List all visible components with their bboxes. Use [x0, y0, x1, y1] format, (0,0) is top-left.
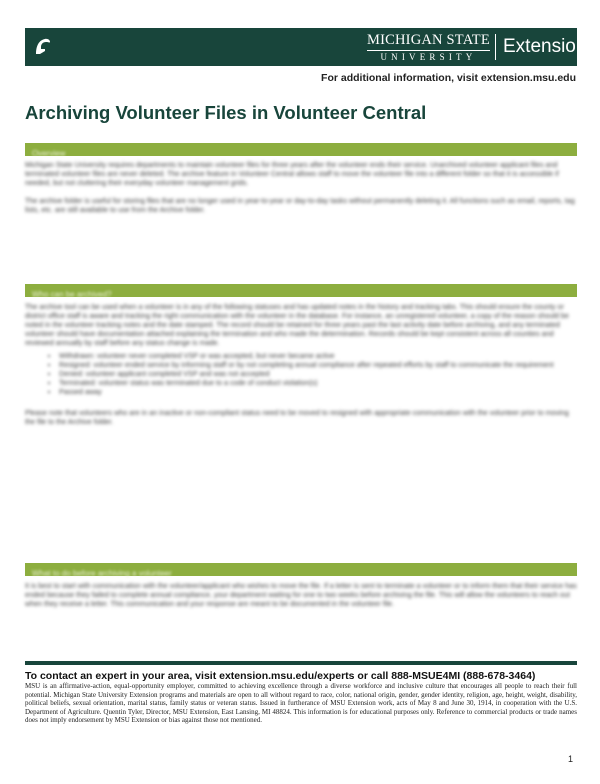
disclaimer: MSU is an affirmative-action, equal-opportunity employer, committed to achieving excellence through a diverse workforce and inclusive culture that encourages all people to reach their full potential. Michigan State University Extension programs and materials are open to all without regard to race, color, national origin, gender, gender identity, religion, age, height, weight, disability, political beliefs, sexual orientation, marital status, family status or veteran status. Issued in furtherance of MSU Extension work, acts of May 8 and June 30, 1914, in cooperation with the U.S. Department of Agriculture. Quentin Tyler, Director, MSU Extension, East Lansing, MI 48824. This information is for educational purposes only. Reference to commercial products or trade names does not imply endorsement by MSU Extension or bias against those not mentioned.	[25, 682, 577, 725]
section-heading: Who can be archived?	[32, 290, 112, 299]
section-heading: What to do before archiving a volunteer	[32, 569, 172, 578]
paragraph: It is best to start with communication with the volunteer/applicant who wishes to move the file. If a letter is sent to terminate a volunteer or to inform them that their service has ended because they failed to complete annual compliance, your department waiting for one to two weeks before archiving the file. This will allow the volunteers to reach out when they receive a letter. This communication and your response are meant to be documented in the volunteer file.	[25, 581, 577, 608]
list-item: • Passed away	[59, 387, 577, 396]
list-item: • Denied: volunteer applicant completed VSP and was not accepted	[59, 369, 577, 378]
section-body	[25, 581, 577, 608]
header-divider	[495, 34, 496, 60]
section-heading-bar	[25, 563, 577, 576]
page-number: 1	[567, 754, 573, 764]
paragraph: The archive tool can be used when a volunteer is in any of the following statuses and has updated notes in the history and tracking tabs. This should ensure the county or district office staff is aware and tracking the right communication with the volunteer in the database. For instance, an unregistered volunteer, a copy of the reason should be noted in the volunteer tracking notes and the date stamped. The record should be retained for three years past the last activity date before archiving, and any terminated volunteer should have documentation attached explaining the termination and who made the determination. Records should be kept consistent across all counties and reviewed annually by staff before any status change is made.	[25, 302, 569, 347]
paragraph: Michigan State University requires departments to maintain volunteer files for three years after the volunteer ends their service. Unarchived volunteer applicant files and terminated volunteer files are never deleted. The archive feature in Volunteer Central allows staff to move the volunteer file into a different folder so that it is accessible if needed, but not cluttering their everyday volunteer management grids.	[25, 160, 559, 187]
status-list	[25, 351, 577, 396]
msu-wordmark-line1: MICHIGAN STATE	[367, 32, 490, 48]
extension-label: Extension	[503, 36, 587, 57]
list-item: • Terminated: volunteer status was terminated due to a code of conduct violation(s)	[59, 378, 577, 387]
list-item: • Withdrawn: volunteer never completed VSP or was accepted, but never became active	[59, 351, 577, 360]
paragraph: Please note that volunteers who are in an inactive or non-compliant status need to be moved to resigned with appropriate communication with the volunteer prior to moving the file to the Archive folder.	[25, 408, 569, 426]
paragraph: The archive folder is useful for storing files that are no longer used in year-to-year or day-to-day tasks without permanently deleting it. All functions such as email, reports, tag lists, etc. are still available to use from the Archive folder.	[25, 196, 575, 214]
section-heading: Overview	[32, 149, 66, 158]
contact-line: To contact an expert in your area, visit extension.msu.edu/experts or call 888-MSUE4MI (888-678-3464)	[25, 661, 577, 682]
section-heading-bar	[25, 284, 577, 297]
section-body	[25, 302, 577, 426]
msu-wordmark-line2: UNIVERSITY	[367, 50, 490, 62]
msu-extension-header	[25, 28, 587, 66]
spartan-helmet-icon	[31, 35, 55, 59]
section-heading-bar	[25, 143, 577, 156]
additional-info-link[interactable]: For additional information, visit extension.msu.edu	[321, 72, 576, 84]
msu-wordmark	[367, 33, 490, 62]
section-body	[25, 160, 577, 214]
document-title: Archiving Volunteer Files in Volunteer Central	[25, 102, 427, 123]
list-item: • Resigned: volunteer ended service by informing staff or by not completing annual compliance after repeated efforts by staff to communicate the requirement	[59, 360, 577, 369]
